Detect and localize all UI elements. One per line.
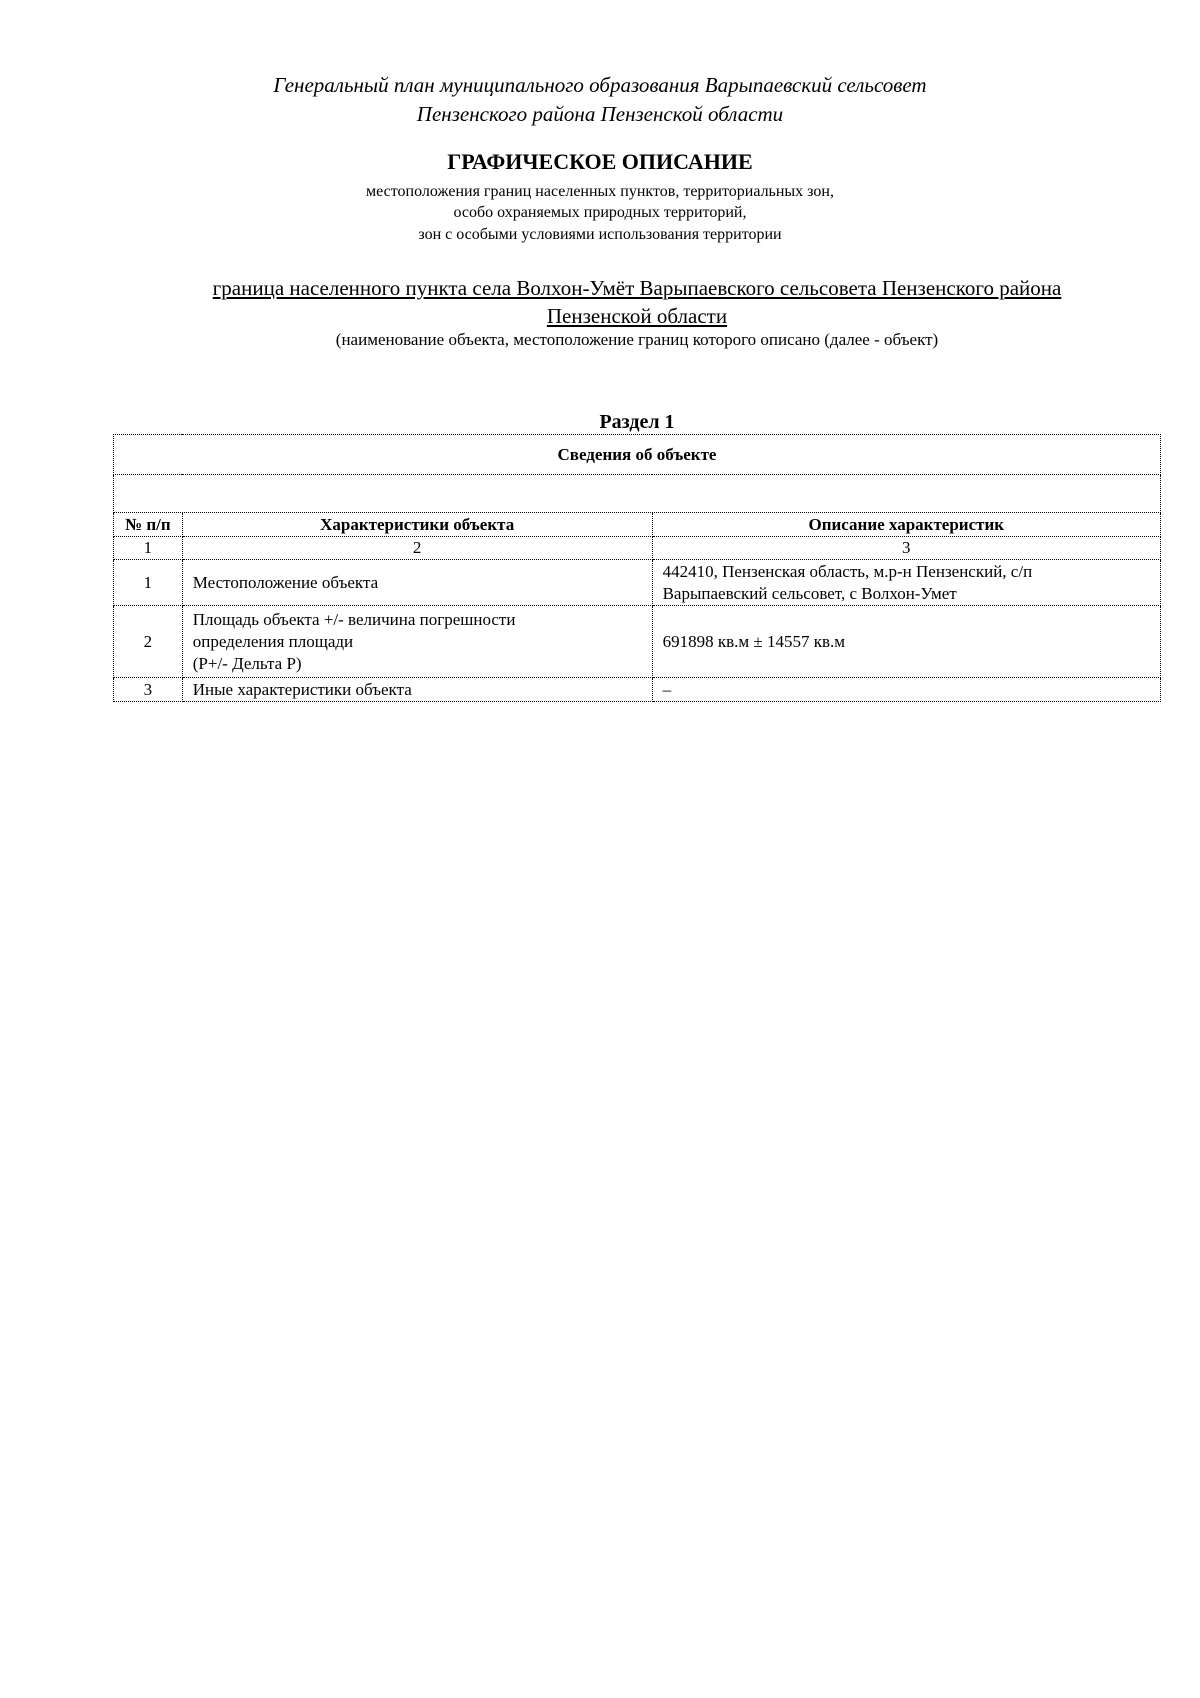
row-1-description-line-2: Варыпаевский сельсовет, с Волхон-Умет — [662, 583, 957, 603]
row-2-characteristic-line-3: (P+/- Дельта P) — [192, 653, 302, 673]
object-info-table — [113, 434, 1161, 702]
object-name-hint: (наименование объекта, местоположение границ которого описано (далее - объект) — [335, 330, 939, 349]
row-1-characteristic: Местоположение объекта — [182, 560, 652, 606]
table-row — [114, 678, 1161, 702]
section-title: Раздел 1 — [599, 411, 675, 433]
column-number-3: 3 — [652, 537, 1160, 560]
row-2-characteristic — [182, 606, 652, 678]
row-3-characteristic: Иные характеристики объекта — [182, 678, 652, 702]
document-header-line-1: Генеральный план муниципального образования Варыпаевский сельсовет — [273, 73, 927, 97]
row-3-description: – — [652, 678, 1160, 702]
row-1-description — [652, 560, 1160, 606]
table-empty-cell — [114, 475, 1161, 513]
document-header-line-2: Пензенского района Пензенской области — [416, 102, 784, 126]
column-number-row — [114, 537, 1161, 560]
table-caption: Сведения об объекте — [114, 435, 1161, 475]
object-name-line-1: граница населенного пункта села Волхон-Умёт Варыпаевского сельсовета Пензенского района — [212, 276, 1062, 300]
row-1-num: 1 — [114, 560, 183, 606]
row-1-description-line-1: 442410, Пензенская область, м.р-н Пензенский, с/п — [662, 561, 1033, 581]
subtitle-line-1: местоположения границ населенных пунктов, территориальных зон, — [366, 183, 834, 200]
header-description: Описание характеристик — [652, 513, 1160, 537]
table-empty-row — [114, 475, 1161, 513]
subtitle-line-2: особо охраняемых природных территорий, — [453, 204, 747, 221]
subtitle-line-3: зон с особыми условиями использования территории — [418, 226, 782, 243]
header-characteristic: Характеристики объекта — [182, 513, 652, 537]
row-2-characteristic-line-2: определения площади — [192, 631, 354, 651]
object-name-line-2: Пензенской области — [546, 304, 728, 328]
table-row — [114, 560, 1161, 606]
object-name — [140, 274, 1134, 330]
table-caption-row — [114, 435, 1161, 475]
document-title: ГРАФИЧЕСКОЕ ОПИСАНИЕ — [447, 149, 753, 174]
table-row — [114, 606, 1161, 678]
header-num: № п/п — [114, 513, 183, 537]
column-number-1: 1 — [114, 537, 183, 560]
row-3-num: 3 — [114, 678, 183, 702]
row-2-characteristic-line-1: Площадь объекта +/- величина погрешности — [192, 609, 516, 629]
table-header-row — [114, 513, 1161, 537]
column-number-2: 2 — [182, 537, 652, 560]
row-2-description: 691898 кв.м ± 14557 кв.м — [652, 606, 1160, 678]
row-2-num: 2 — [114, 606, 183, 678]
